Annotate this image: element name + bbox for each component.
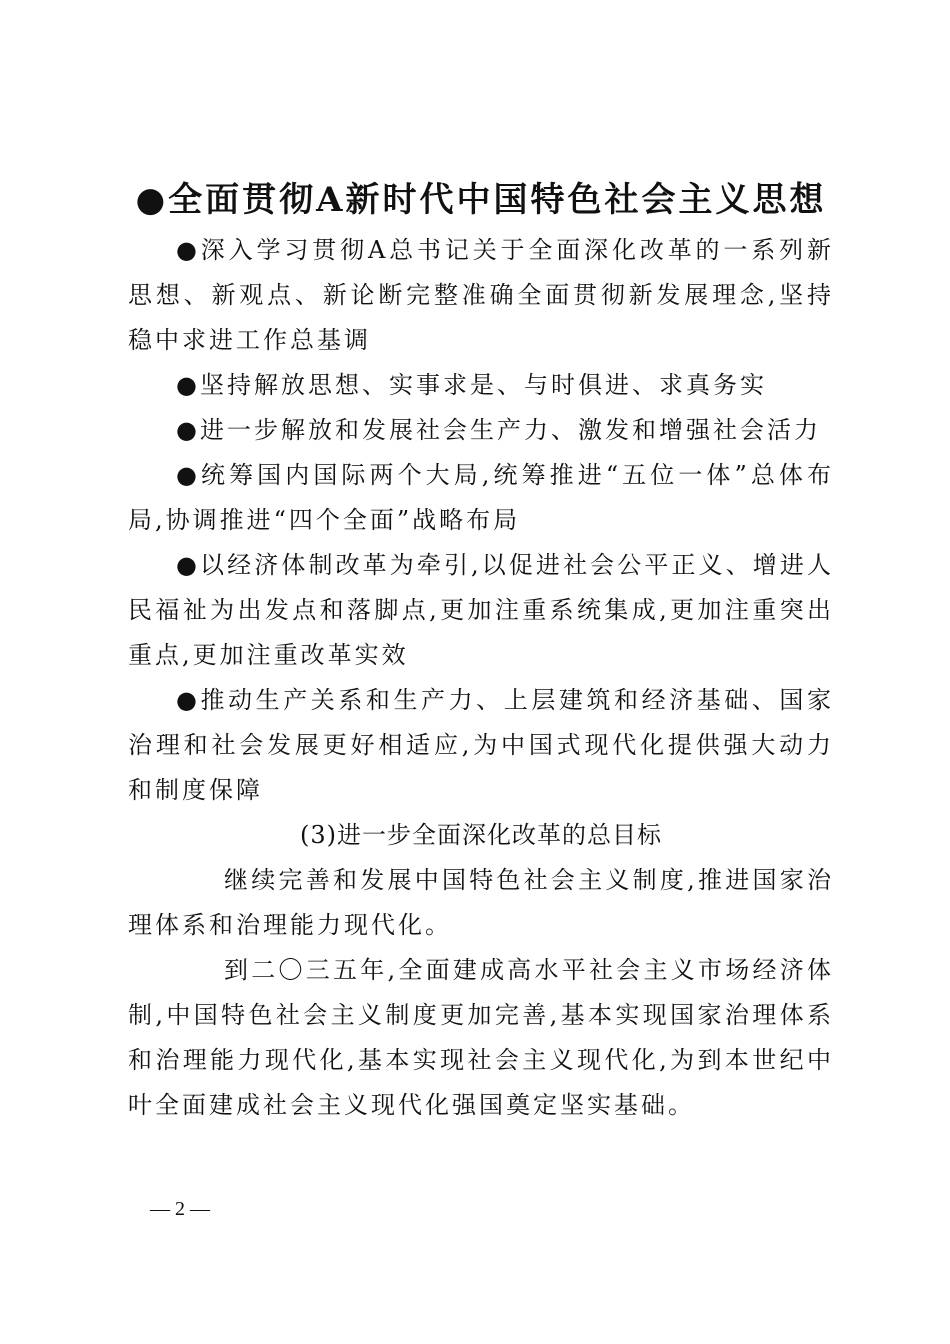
bullet-item: ●以经济体制改革为牵引,以促进社会公平正义、增进人民福祉为出发点和落脚点,更加注重系统集成,更加注重突出重点,更加注重改革实效: [128, 551, 834, 669]
page-number: — 2 —: [150, 1198, 210, 1220]
section-heading: ●全面贯彻A新时代中国特色社会主义思想: [135, 180, 827, 220]
bullet-item: ●进一步解放和发展社会生产力、激发和增强社会活力: [176, 416, 821, 444]
bullet-item: ●统筹国内国际两个大局,统筹推进“五位一体”总体布局,协调推进“四个全面”战略布局: [128, 461, 834, 534]
body-paragraph: 到二〇三五年,全面建成高水平社会主义市场经济体制,中国特色社会主义制度更加完善,基本实现国家治理体系和治理能力现代化,基本实现社会主义现代化,为到本世纪中叶全面建成社会主义现代化强国奠定坚实基础。: [128, 956, 834, 1119]
subsection-heading: (3)进一步全面深化改革的总目标: [300, 821, 662, 849]
bullet-item: ●深入学习贯彻A总书记关于全面深化改革的一系列新思想、新观点、新论断完整准确全面贯彻新发展理念,坚持稳中求进工作总基调: [128, 236, 834, 354]
body-paragraph: 继续完善和发展中国特色社会主义制度,推进国家治理体系和治理能力现代化。: [128, 866, 834, 939]
document-body: [128, 172, 834, 1128]
bullet-item: ●推动生产关系和生产力、上层建筑和经济基础、国家治理和社会发展更好相适应,为中国式现代化提供强大动力和制度保障: [128, 686, 834, 804]
bullet-item: ●坚持解放思想、实事求是、与时俱进、求真务实: [176, 371, 767, 399]
